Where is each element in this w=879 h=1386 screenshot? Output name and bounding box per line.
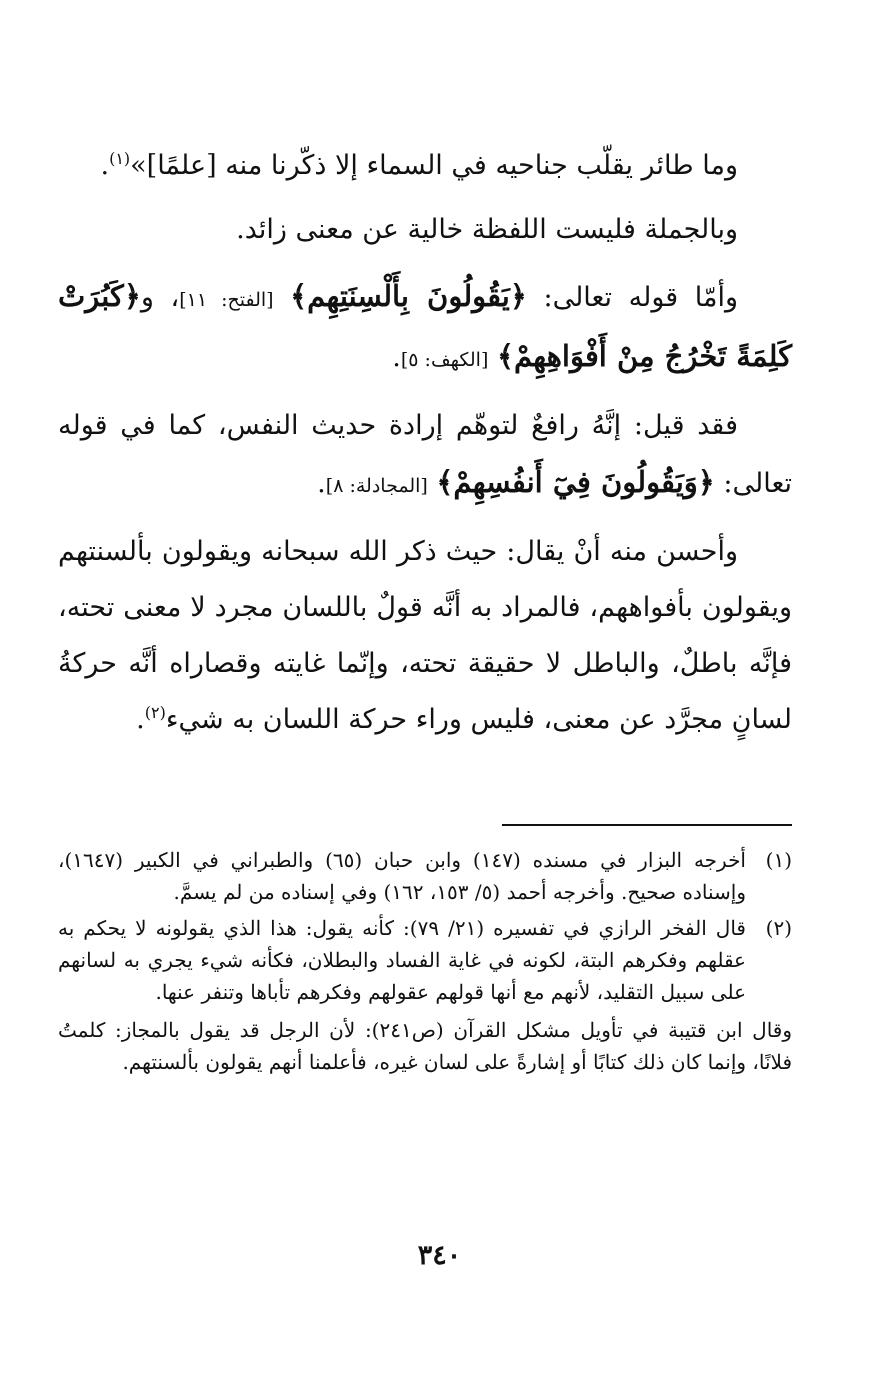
footnote-marker-2[interactable]: (٢) [144,703,166,722]
paragraph-3 [58,268,792,388]
verse-reference-kahf: [الكهف: ٥] [400,349,489,371]
quran-verse-kahf: ﴿كَبُرَتْ كَلِمَةً تَخْرُجُ مِنْ أَفْوَاهِهِمْ﴾ [58,279,792,373]
paragraph-2 [58,202,792,258]
footnote-1 [58,844,792,908]
footnote-2-continuation: وقال ابن قتيبة في تأويل مشكل القرآن (ص٢٤١): لأن الرجل قد يقول بالمجاز: كلمتُ فلانًا، وإنما كان ذلك كتابًا أو إشارةً على لسان غيره، فأعلمنا أنهم يقولون بألسنتهم. [58,1018,793,1074]
paragraph-3-end: . [392,342,401,373]
verse-reference-mujadila: [المجادلة: ٨] [325,475,428,497]
paragraph-1-end: . [100,150,110,181]
paragraph-2-text: وبالجملة فليست اللفظة خالية عن معنى زائد. [236,214,738,245]
paragraph-4-end: . [317,468,326,499]
paragraph-4-lead: فقد قيل: إنَّهُ رافعٌ لتوهّم إرادة حديث النفس، كما في قوله تعالى: [58,410,792,499]
quran-verse-fath: ﴿يَقُولُونَ بِأَلْسِنَتِهِم﴾ [290,279,527,313]
paragraph-5 [58,524,792,748]
quran-verse-mujadila: ﴿وَيَقُولُونَ فِيٓ أَنفُسِهِمْ﴾ [436,465,715,499]
footnotes [58,844,792,1078]
footnote-1-number: (١) [765,848,792,872]
verse-reference-fath: [الفتح: ١١] [179,289,274,311]
footnote-2 [58,912,792,1008]
paragraph-5-end: . [136,704,145,735]
paragraph-3-conjunction: ، و [140,282,180,313]
paragraph-3-lead: وأمّا قوله تعالى: [543,282,739,313]
page-number: ٣٤٠ [417,1240,462,1271]
footnote-marker-1[interactable]: (١) [109,149,131,168]
paragraph-1 [58,138,792,194]
paragraph-4 [58,398,792,514]
paragraph-5-text: وأحسن منه أنْ يقال: حيث ذكر الله سبحانه ويقولون بألسنتهم ويقولون بأفواههم، فالمراد به أنَّه قولٌ باللسان مجرد لا معنى تحته، فإنَّه باطلٌ، والباطل لا حقيقة تحته، وإنّما غايته وقصاراه أنَّه حركةُ لسانٍ مجرَّد عن معنى، فليس وراء حركة اللسان به شيء [58,536,792,735]
footnote-separator [502,824,792,826]
paragraph-1-text: وما طائر يقلّب جناحيه في السماء إلا ذكّرنا منه [علمًا]» [130,150,738,181]
footnote-2-number: (٢) [765,916,792,940]
footnote-1-text: أخرجه البزار في مسنده (١٤٧) وابن حبان (٦٥) والطبراني في الكبير (١٦٤٧)، وإسناده صحيح. وأخرجه أحمد (٥/ ١٥٣، ١٦٢) وفي إسناده من لم يسمَّ. [58,848,746,904]
main-text [58,138,792,758]
footnote-2-text: قال الفخر الرازي في تفسيره (٢١/ ٧٩): كأنه يقول: هذا الذي يقولونه لا يحكم به عقلهم وفكرهم البتة، لكونه في غاية الفساد والبطلان، فكأنه شيء يجري به لسانهم على سبيل التقليد، لأنهم مع أنها قولهم عقولهم وفكرهم تأباها وتنفر عنها. [58,916,746,1004]
